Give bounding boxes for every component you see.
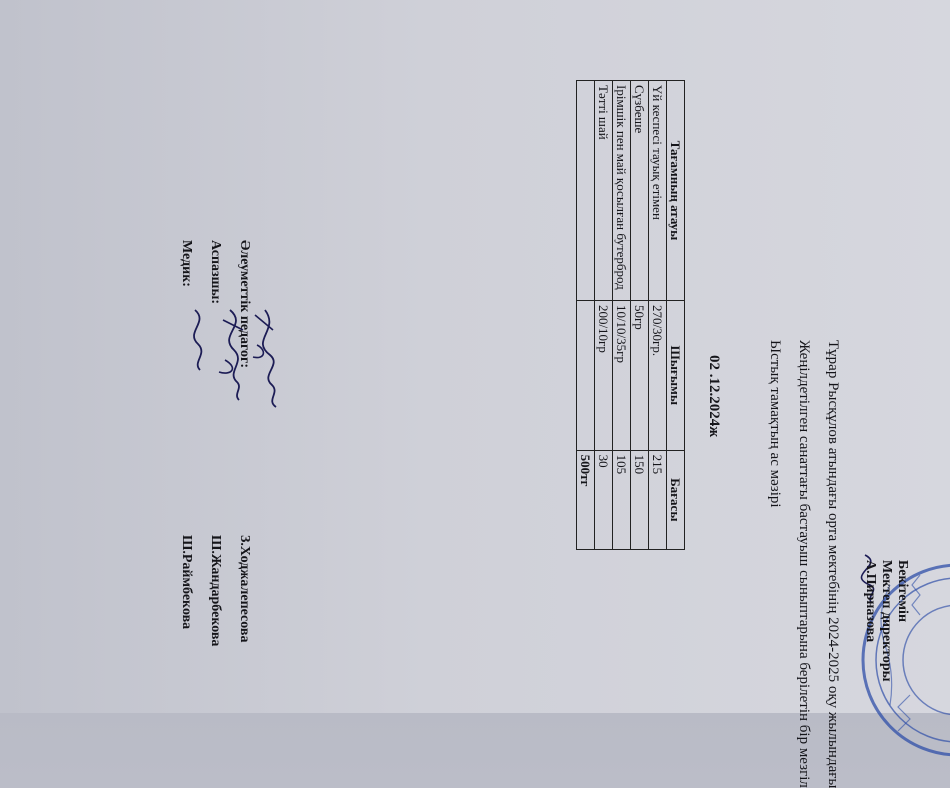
dish-price: 30 xyxy=(595,450,613,549)
heading-category-line: Жеңілдетілген санаттағы бастауыш сыныптарына берілетін бір мезгіл xyxy=(796,340,812,788)
dish-portion: 200/10гр xyxy=(595,300,613,450)
dish-portion: 50гр xyxy=(631,300,649,450)
signature-role-cook: Аспазшы: xyxy=(208,240,223,305)
signature-name-medic: Ш.Раймбекова xyxy=(179,535,194,630)
dish-portion: 10/10/35гр xyxy=(613,300,631,450)
table-header-row xyxy=(667,81,685,550)
dish-name: Сүзбеше xyxy=(631,81,649,301)
table-row xyxy=(631,81,649,550)
menu-table xyxy=(576,80,685,550)
table-row xyxy=(649,81,667,550)
total-empty-cell xyxy=(577,81,595,301)
dish-portion: 270/30гр. xyxy=(649,300,667,450)
header-price: Бағасы xyxy=(667,450,685,549)
signature-role-social-pedagogue: Әлеуметтік педагог: xyxy=(237,240,252,369)
total-price: 500тг xyxy=(577,450,595,549)
heading-school-line: Тұрар Рысқұлов атындағы орта мектебінің 2024-2025 оқу жылындағы xyxy=(825,340,841,788)
dish-price: 215 xyxy=(649,450,667,549)
dish-price: 150 xyxy=(631,450,649,549)
signature-name-social-pedagogue: З.Ходжалепесова xyxy=(237,535,252,643)
total-empty-cell xyxy=(577,300,595,450)
dish-price: 105 xyxy=(613,450,631,549)
table-total-row xyxy=(577,81,595,550)
dish-name: Тәтті шай xyxy=(595,81,613,301)
menu-date: 02 .12.2024ж xyxy=(706,355,722,438)
signature-role-medic: Медик: xyxy=(179,240,194,287)
approval-role: Мектеп директоры xyxy=(879,560,894,682)
dish-name: Үй кеспесі тауық етімен xyxy=(649,81,667,301)
header-dish-name: Тағамның атауы xyxy=(667,81,685,301)
table-row xyxy=(595,81,613,550)
approval-title: Бекітемін xyxy=(895,560,910,623)
signature-name-cook: Ш.Жандарбекова xyxy=(208,535,223,647)
handwritten-signatures xyxy=(165,290,285,530)
dish-name: Ірімшік пен май қосылған бутерброд xyxy=(613,81,631,301)
table-row xyxy=(613,81,631,550)
header-portion: Шығымы xyxy=(667,300,685,450)
heading-menu-line: Ыстық тамақтың ас мәзірі xyxy=(767,340,783,508)
approval-name: А.Пирназова xyxy=(863,560,878,643)
